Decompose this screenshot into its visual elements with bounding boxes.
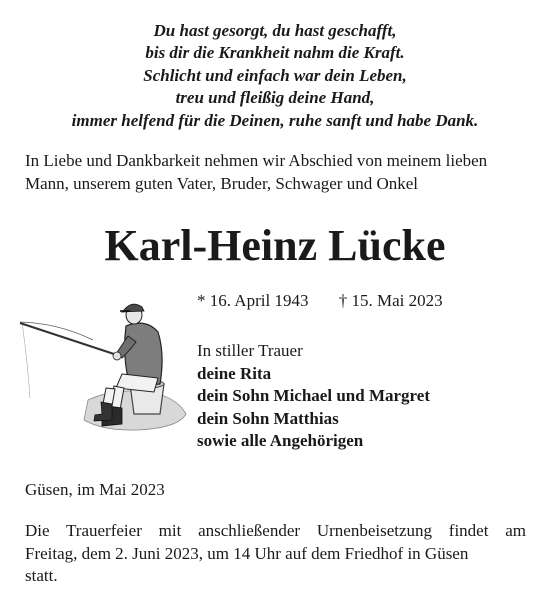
intro-line: Mann, unserem guten Vater, Bruder, Schwager und Onkel — [25, 173, 419, 193]
mourners-block — [197, 340, 430, 453]
funeral-notice — [25, 520, 526, 588]
mourner-name: dein Sohn Michael und Margret — [197, 386, 430, 405]
poem-line: bis dir die Krankheit nahm die Kraft. — [145, 43, 405, 63]
farewell-intro — [25, 150, 535, 195]
birth-date: * 16. April 1943 — [197, 291, 309, 310]
notice-line: statt. — [25, 566, 58, 585]
memorial-poem — [0, 20, 550, 132]
death-date: † 15. Mai 2023 — [338, 291, 443, 310]
poem-line: Du hast gesorgt, du hast geschafft, — [153, 21, 397, 40]
deceased-name: Karl-Heinz Lücke — [104, 221, 446, 270]
mourner-name: deine Rita — [197, 363, 272, 383]
place-and-date: Güsen, im Mai 2023 — [25, 480, 165, 499]
mourner-name: dein Sohn Matthias — [197, 408, 339, 428]
mourner-name: sowie alle Angehörigen — [197, 431, 364, 450]
notice-line: Die Trauerfeier mit anschließender Urnenbeisetzung findet am — [25, 521, 526, 540]
fisherman-illustration-icon — [18, 296, 193, 438]
mourners-heading: In stiller Trauer — [197, 341, 303, 360]
notice-line: Freitag, dem 2. Juni 2023, um 14 Uhr auf dem Friedhof in Güsen — [25, 543, 469, 563]
intro-line: In Liebe und Dankbarkeit nehmen wir Abschied von meinem lieben — [25, 151, 488, 170]
poem-line: Schlicht und einfach war dein Leben, — [143, 65, 407, 85]
life-dates — [197, 290, 443, 312]
poem-line: immer helfend für die Deinen, ruhe sanft und habe Dank. — [71, 110, 479, 130]
poem-line: treu und fleißig deine Hand, — [175, 88, 375, 108]
